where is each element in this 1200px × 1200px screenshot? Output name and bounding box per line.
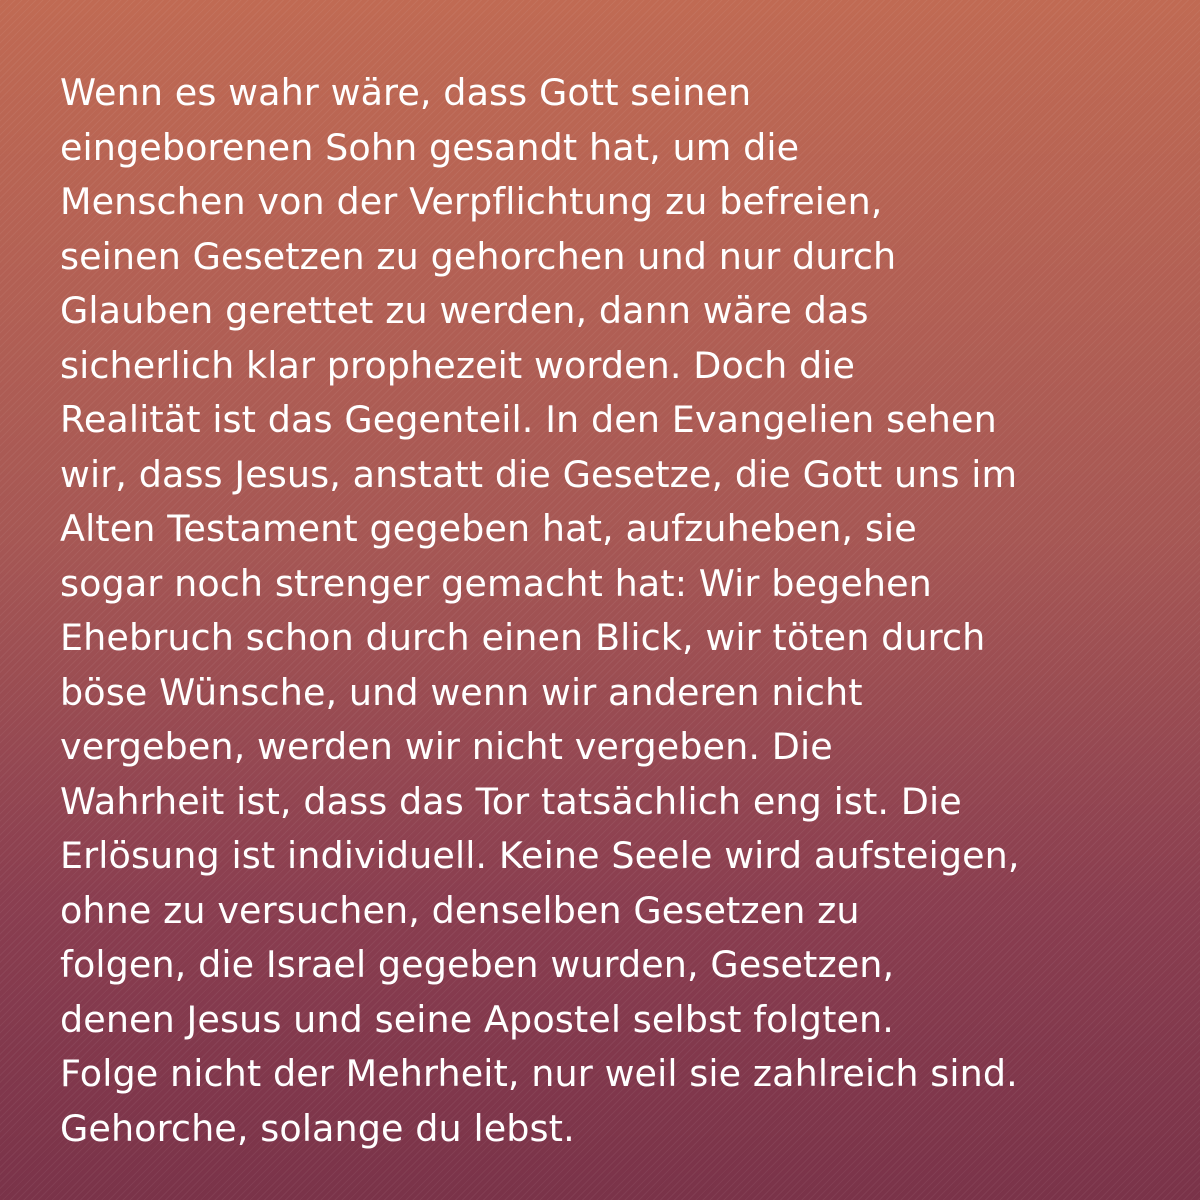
quote-line: vergeben, werden wir nicht vergeben. Die xyxy=(60,725,833,768)
quote-line: Folge nicht der Mehrheit, nur weil sie zahlreich sind. xyxy=(60,1052,1018,1095)
quote-line: sicherlich klar prophezeit worden. Doch die xyxy=(60,343,856,387)
quote-line: sogar noch strenger gemacht hat: Wir begehen xyxy=(60,561,932,605)
quote-line: Wahrheit ist, dass das Tor tatsächlich eng ist. Die xyxy=(60,779,962,823)
quote-text xyxy=(60,66,1160,1156)
quote-line: Wenn es wahr wäre, dass Gott seinen xyxy=(60,71,752,114)
quote-line: Gehorche, solange du lebst. xyxy=(60,1106,575,1150)
quote-line: Alten Testament gegeben hat, aufzuheben, sie xyxy=(60,507,917,550)
quote-line: Realität ist das Gegenteil. In den Evangelien sehen xyxy=(60,398,997,441)
quote-line: ohne zu versuchen, denselben Gesetzen zu xyxy=(60,888,860,932)
quote-line: wir, dass Jesus, anstatt die Gesetze, die Gott uns im xyxy=(60,452,1018,496)
quote-line: Ehebruch schon durch einen Blick, wir töten durch xyxy=(60,616,986,659)
quote-line: seinen Gesetzen zu gehorchen und nur durch xyxy=(60,234,897,278)
quote-line: Erlösung ist individuell. Keine Seele wird aufsteigen, xyxy=(60,834,1020,877)
quote-line: denen Jesus und seine Apostel selbst folgten. xyxy=(60,997,894,1041)
quote-line: böse Wünsche, und wenn wir anderen nicht xyxy=(60,670,863,714)
quote-line: folgen, die Israel gegeben wurden, Gesetzen, xyxy=(60,943,895,986)
quote-line: eingeborenen Sohn gesandt hat, um die xyxy=(60,125,800,169)
quote-line: Glauben gerettet zu werden, dann wäre das xyxy=(60,289,869,332)
quote-line: Menschen von der Verpflichtung zu befreien, xyxy=(60,180,883,223)
